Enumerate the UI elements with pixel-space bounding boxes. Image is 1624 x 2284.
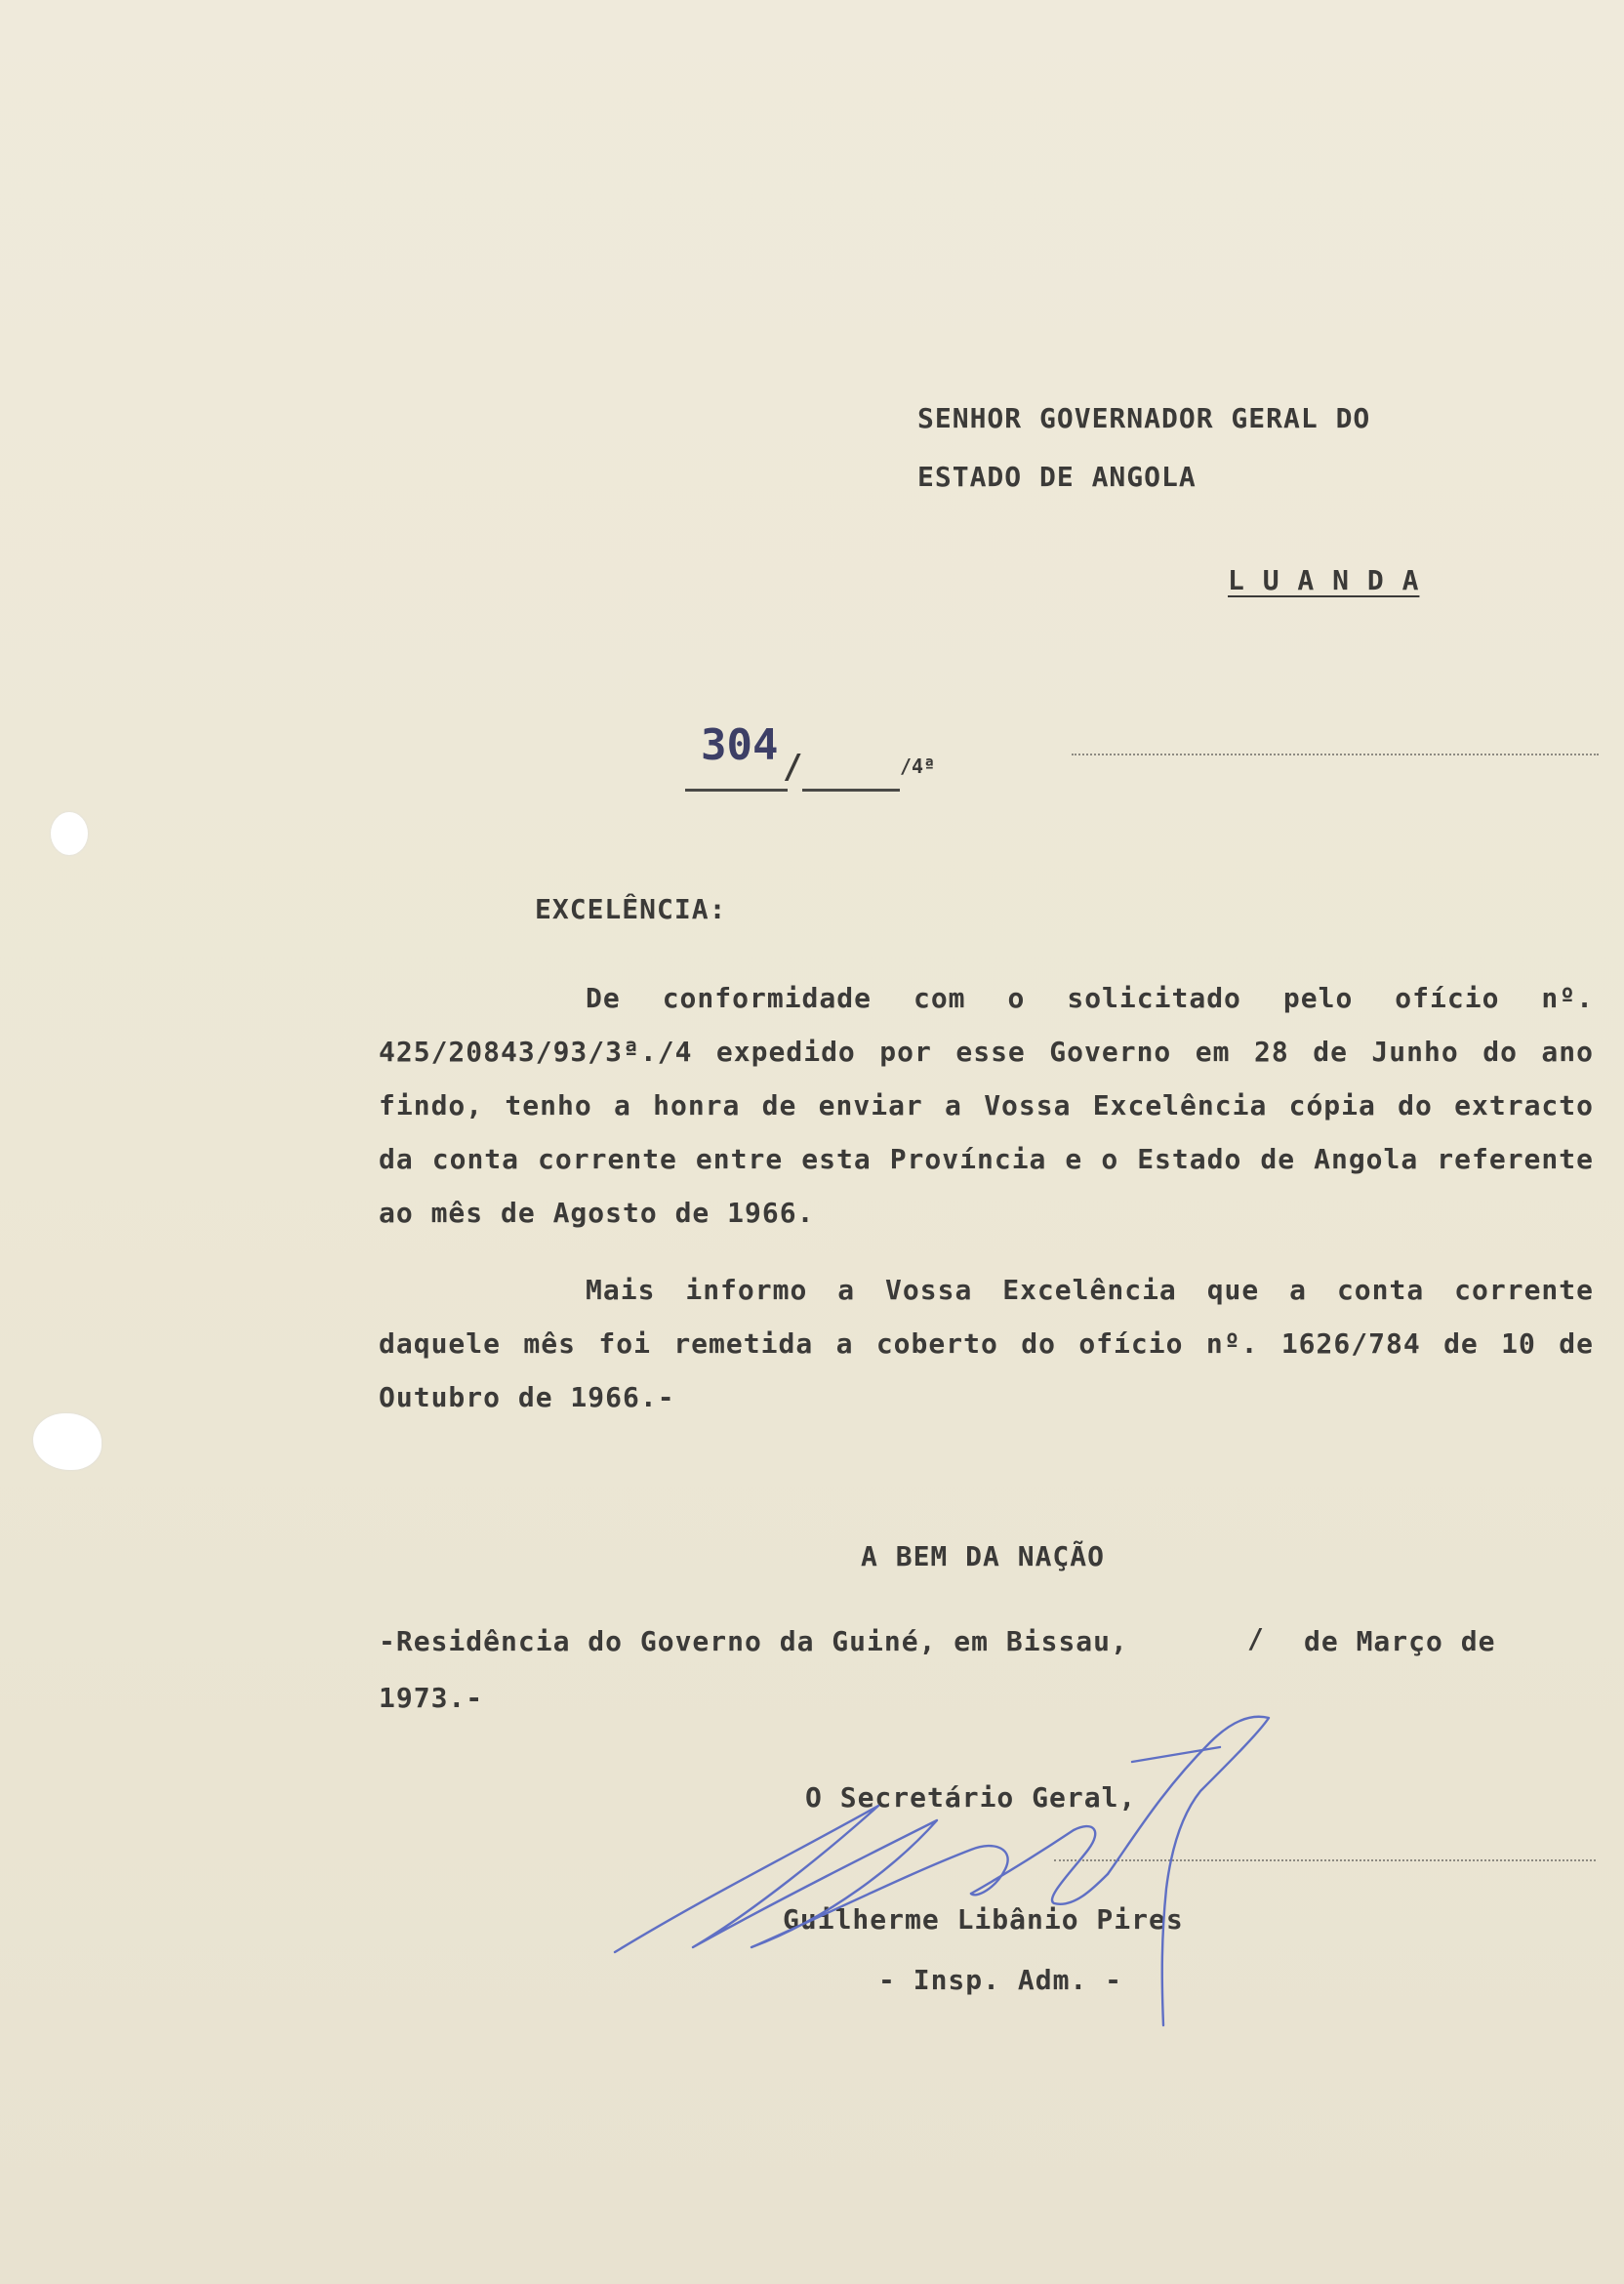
punch-hole-bottom [33, 1413, 102, 1470]
reference-underline-1 [685, 789, 788, 792]
signatory-role: - Insp. Adm. - [878, 1964, 1123, 1996]
reference-number: 304 [701, 720, 779, 770]
reference-separator: / [783, 748, 803, 787]
punch-hole-top [51, 812, 88, 855]
reference-suffix: /4ª [900, 755, 936, 778]
body-paragraph-1 [379, 971, 1594, 1240]
dotted-rule-top [1072, 754, 1599, 755]
handwritten-signature [586, 1703, 1288, 2035]
body-paragraph-1-text: De conformidade com o solicitado pelo ofício nº. 425/20843/93/3ª./4 expedido por esse Governo em 28 de Junho do ano findo, tenho a honra de enviar a Vossa Excelência cópia do extracto da conta corrente entre esta Província e o Estado de Angola referente ao mês de Agosto de 1966. [379, 982, 1594, 1229]
closing-formula: A BEM DA NAÇÃO [861, 1540, 1106, 1572]
place-date-line-1: -Residência do Governo da Guiné, em Bissau, [379, 1625, 1128, 1657]
addressee-line-1: SENHOR GOVERNADOR GERAL DO [917, 402, 1371, 434]
place-date-line-2: 1973.- [379, 1682, 484, 1714]
reference-underline-2 [802, 789, 900, 792]
body-paragraph-2-text: Mais informo a Vossa Excelência que a conta corrente daquele mês foi remetida a coberto do ofício nº. 1626/784 de 10 de Outubro de 1966.- [379, 1274, 1594, 1413]
body-paragraph-2 [379, 1263, 1594, 1424]
addressee-city: L U A N D A [1228, 564, 1420, 596]
salutation: EXCELÊNCIA: [535, 893, 727, 925]
signatory-title: O Secretário Geral, [805, 1781, 1137, 1814]
place-date-slash: / [1247, 1622, 1265, 1654]
signatory-name: Guilherme Libânio Pires [783, 1903, 1184, 1936]
addressee-line-2: ESTADO DE ANGOLA [917, 461, 1197, 493]
place-date-line-1-end: de Março de [1304, 1625, 1496, 1657]
